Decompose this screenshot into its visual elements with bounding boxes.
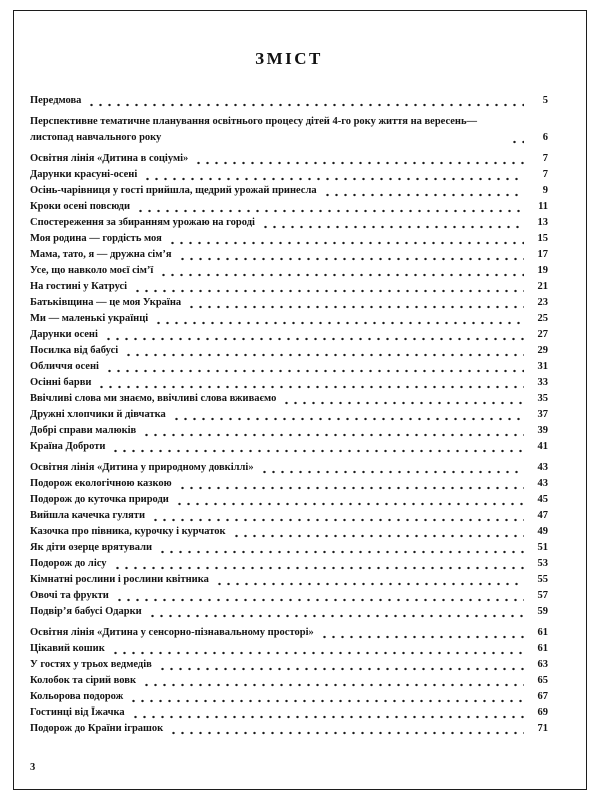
toc-dot-leader <box>142 428 524 439</box>
toc-entry-page: 45 <box>537 494 548 505</box>
toc-entry-row <box>30 263 548 279</box>
toc-entry-row <box>30 93 548 109</box>
toc-entry-label: Кольорова подорож <box>30 691 124 702</box>
toc-entry-label: Посилка від бабусі <box>30 345 119 356</box>
toc-entry-label: Добрі справи малюків <box>30 425 137 436</box>
toc-entry-page: 43 <box>537 462 548 473</box>
toc-entry-page: 7 <box>542 153 548 164</box>
toc-entry-row <box>30 359 548 375</box>
toc-entry-row <box>30 183 548 199</box>
toc-entry-row <box>30 215 548 231</box>
toc-dot-leader <box>124 348 524 359</box>
toc-entry-page: 61 <box>537 643 548 654</box>
toc-dot-leader <box>113 561 524 572</box>
toc-section-row <box>30 460 548 476</box>
toc-dot-leader <box>111 646 524 657</box>
toc-entry-row <box>30 279 548 295</box>
toc-entry-page: 47 <box>537 510 548 521</box>
toc-entry-label: Осінь-чарівниця у гості прийшла, щедрий урожай принесла <box>30 185 317 196</box>
toc-entry-page: 6 <box>542 132 548 143</box>
toc-entry-row <box>30 295 548 311</box>
toc-entry-page: 19 <box>537 265 548 276</box>
toc-dot-leader <box>105 364 524 375</box>
toc-dot-leader <box>131 710 524 721</box>
toc-entry-row <box>30 391 548 407</box>
toc-entry-page: 25 <box>537 313 548 324</box>
page-number: 3 <box>30 762 36 773</box>
toc-dot-leader <box>158 545 524 556</box>
toc-entry-page: 63 <box>537 659 548 670</box>
toc-entry-label: Подорож до куточка природи <box>30 494 169 505</box>
toc-entry-label: Подвір’я бабусі Одарки <box>30 606 142 617</box>
toc-entry-label: Освітня лінія «Дитина у сенсорно-пізнавальному просторі» <box>30 627 314 638</box>
toc-dot-leader <box>178 481 524 492</box>
toc-entry-row <box>30 439 548 455</box>
toc-entry-page: 21 <box>537 281 548 292</box>
toc-entry-page: 69 <box>537 707 548 718</box>
toc-entry-page: 41 <box>537 441 548 452</box>
toc-dot-leader <box>175 497 524 508</box>
table-of-contents <box>30 93 548 737</box>
toc-entry-page: 23 <box>537 297 548 308</box>
toc-entry-row <box>30 423 548 439</box>
toc-dot-leader <box>148 609 524 620</box>
toc-entry-row <box>30 508 548 524</box>
toc-entry-row <box>30 327 548 343</box>
toc-entry-row <box>30 199 548 215</box>
toc-entry-label: Передмова <box>30 95 82 106</box>
toc-dot-leader <box>142 678 524 689</box>
toc-entry-row <box>30 588 548 604</box>
toc-entry-page: 13 <box>537 217 548 228</box>
toc-entry-row <box>30 604 548 620</box>
toc-entry-page: 9 <box>542 185 548 196</box>
toc-entry-page: 11 <box>538 201 548 212</box>
toc-entry-page: 27 <box>537 329 548 340</box>
toc-entry-label: Моя родина — гордість моя <box>30 233 162 244</box>
toc-entry-label: Подорож екологічною казкою <box>30 478 172 489</box>
toc-entry-page: 65 <box>537 675 548 686</box>
toc-entry-row <box>30 641 548 657</box>
toc-dot-leader <box>115 593 524 604</box>
toc-dot-leader <box>133 284 524 295</box>
toc-entry-row <box>30 343 548 359</box>
toc-entry-row <box>30 673 548 689</box>
toc-entry-label: У гостях у трьох ведмедів <box>30 659 152 670</box>
toc-dot-leader <box>87 98 524 109</box>
toc-dot-leader <box>154 316 524 327</box>
toc-entry-page: 49 <box>537 526 548 537</box>
toc-entry-row <box>30 231 548 247</box>
toc-entry-row <box>30 407 548 423</box>
toc-dot-leader <box>168 236 524 247</box>
toc-entry-label: Обличчя осені <box>30 361 99 372</box>
toc-dot-leader <box>169 726 524 737</box>
toc-dot-leader <box>159 268 524 279</box>
toc-entry-page: 31 <box>537 361 548 372</box>
toc-entry-label: Овочі та фрукти <box>30 590 109 601</box>
toc-dot-leader <box>323 188 524 199</box>
page-title: ЗМІСТ <box>255 49 323 68</box>
toc-dot-leader <box>158 662 524 673</box>
toc-entry-row <box>30 721 548 737</box>
toc-entry-label: Освітня лінія «Дитина в соціумі» <box>30 153 189 164</box>
toc-entry-row <box>30 167 548 183</box>
toc-dot-leader <box>143 172 524 183</box>
toc-entry-page: 43 <box>537 478 548 489</box>
toc-entry-label: Казочка про півника, курочку і курчаток <box>30 526 226 537</box>
toc-entry-row <box>30 476 548 492</box>
toc-entry-page: 7 <box>542 169 548 180</box>
toc-dot-leader <box>215 577 524 588</box>
toc-entry-page: 5 <box>542 95 548 106</box>
toc-entry-row <box>30 657 548 673</box>
toc-entry-label: Цікавий кошик <box>30 643 105 654</box>
toc-entry-row <box>30 556 548 572</box>
toc-entry-label: Країна Доброти <box>30 441 106 452</box>
toc-entry-page: 15 <box>537 233 548 244</box>
toc-dot-leader <box>104 332 524 343</box>
toc-dot-leader <box>172 412 524 423</box>
toc-entry-label: Батьківщина — це моя Україна <box>30 297 182 308</box>
toc-entry-page: 61 <box>537 627 548 638</box>
toc-entry-label: Спостереження за збиранням урожаю на городі <box>30 217 255 228</box>
toc-entry-row <box>30 540 548 556</box>
toc-entry-label: Вийшла качечка гуляти <box>30 510 145 521</box>
toc-dot-leader <box>111 444 524 455</box>
toc-entry-page: 55 <box>537 574 548 585</box>
toc-entry-label: Кроки осені повсюди <box>30 201 131 212</box>
toc-entry-page: 59 <box>537 606 548 617</box>
toc-dot-leader <box>129 694 524 705</box>
toc-entry-label: Ввічливі слова ми знаємо, ввічливі слова вживаємо <box>30 393 277 404</box>
toc-entry-row <box>30 114 548 146</box>
toc-entry-page: 33 <box>537 377 548 388</box>
toc-entry-label: Усе, що навколо моєї сім’ї <box>30 265 154 276</box>
toc-entry-page: 57 <box>537 590 548 601</box>
toc-entry-page: 29 <box>537 345 548 356</box>
toc-entry-label: Колобок та сірий вовк <box>30 675 136 686</box>
toc-dot-leader <box>320 630 524 641</box>
toc-entry-page: 71 <box>537 723 548 734</box>
toc-entry-label: Подорож до Країни іграшок <box>30 723 164 734</box>
toc-entry-label: Дарунки красуні-осені <box>30 169 138 180</box>
toc-entry-row <box>30 492 548 508</box>
toc-entry-label: Дарунки осені <box>30 329 98 340</box>
toc-entry-row <box>30 375 548 391</box>
toc-entry-row <box>30 524 548 540</box>
toc-entry-page: 51 <box>537 542 548 553</box>
toc-entry-page: 35 <box>537 393 548 404</box>
toc-entry-label: Освітня лінія «Дитина у природному довкіллі» <box>30 462 254 473</box>
toc-entry-label: Перспективне тематичне планування освітнього процесу дітей 4-го року життя на вересень—листопад навчального року <box>30 116 478 143</box>
toc-section-row <box>30 151 548 167</box>
toc-entry-page: 17 <box>537 249 548 260</box>
toc-entry-row <box>30 705 548 721</box>
toc-dot-leader <box>97 380 524 391</box>
toc-dot-leader <box>151 513 524 524</box>
toc-entry-label: Кімнатні рослини і рослини квітника <box>30 574 209 585</box>
toc-entry-label: Ми — маленькі українці <box>30 313 149 324</box>
toc-section-row <box>30 625 548 641</box>
toc-entry-label: Дружні хлопчики й дівчатка <box>30 409 166 420</box>
toc-entry-page: 53 <box>537 558 548 569</box>
toc-entry-label: Подорож до лісу <box>30 558 107 569</box>
toc-entry-label: На гостині у Катрусі <box>30 281 128 292</box>
toc-dot-leader <box>178 252 524 263</box>
toc-dot-leader <box>232 529 524 540</box>
toc-entry-label: Як діти озерце врятували <box>30 542 153 553</box>
toc-dot-leader <box>510 135 524 146</box>
toc-entry-row <box>30 689 548 705</box>
toc-entry-row <box>30 311 548 327</box>
toc-entry-label: Осінні барви <box>30 377 92 388</box>
toc-dot-leader <box>282 396 524 407</box>
toc-entry-page: 67 <box>537 691 548 702</box>
toc-entry-page: 37 <box>537 409 548 420</box>
toc-entry-page: 39 <box>537 425 548 436</box>
page-border-frame <box>13 10 587 790</box>
toc-entry-row <box>30 247 548 263</box>
toc-dot-leader <box>136 204 524 215</box>
toc-entry-row <box>30 572 548 588</box>
toc-entry-label: Мама, тато, я — дружна сім’я <box>30 249 172 260</box>
toc-dot-leader <box>194 156 524 167</box>
toc-entry-label: Гостинці від Їжачка <box>30 707 125 718</box>
toc-dot-leader <box>261 220 524 231</box>
toc-dot-leader <box>260 465 524 476</box>
toc-dot-leader <box>187 300 524 311</box>
